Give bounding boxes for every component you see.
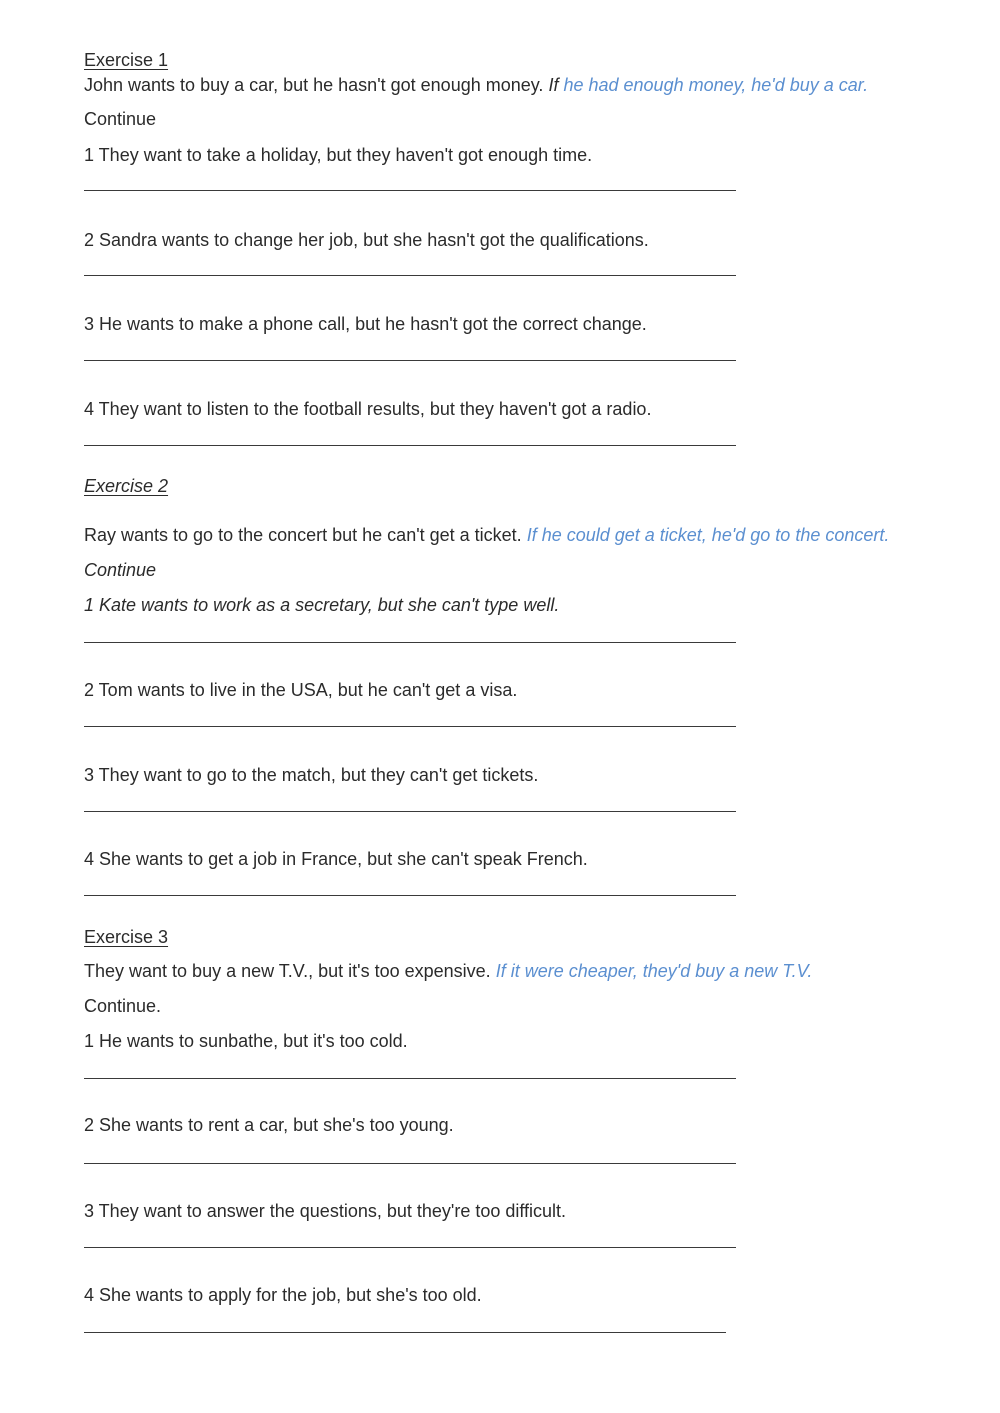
exercise-3-example [84, 959, 812, 983]
exercise-2-continue-label: Continue [84, 560, 157, 580]
exercise-2-example-prompt: Ray wants to go to the concert but he can't get a ticket. [84, 525, 522, 545]
exercise-3-example-prompt: They want to buy a new T.V., but it's too expensive. [84, 961, 491, 981]
exercise-3-item-3: 3 They want to answer the questions, but they're too difficult. [84, 1201, 567, 1221]
exercise-3-item-1: 1 He wants to sunbathe, but it's too cold. [84, 1031, 408, 1051]
exercise-1-example-prompt: John wants to buy a car, but he hasn't got enough money. [84, 75, 544, 95]
exercise-3-answer-line-2[interactable] [84, 1163, 736, 1164]
exercise-2-item-4: 4 She wants to get a job in France, but she can't speak French. [84, 849, 588, 869]
exercise-3-example-answer: If it were cheaper, they'd buy a new T.V. [495, 961, 813, 981]
exercise-1-answer-line-4[interactable] [84, 445, 736, 446]
exercise-2-example-answer: If he could get a ticket, he'd go to the concert. [526, 525, 890, 545]
exercise-3-continue-label: Continue. [84, 996, 162, 1016]
exercise-1-example-answer-prefix: If [548, 75, 559, 95]
exercise-2-answer-line-4[interactable] [84, 895, 736, 896]
exercise-1-example-answer: he had enough money, he'd buy a car. [563, 75, 869, 95]
exercise-3-answer-line-4[interactable] [84, 1332, 726, 1333]
exercise-2-item-1: 1 Kate wants to work as a secretary, but she can't type well. [84, 595, 560, 615]
exercise-3-answer-line-3[interactable] [84, 1247, 736, 1248]
exercise-1-item-2: 2 Sandra wants to change her job, but she hasn't got the qualifications. [84, 230, 649, 250]
exercise-1-item-4: 4 They want to listen to the football results, but they haven't got a radio. [84, 399, 652, 419]
exercise-2-answer-line-1[interactable] [84, 642, 736, 643]
exercise-2-example [84, 523, 889, 547]
exercise-2-answer-line-3[interactable] [84, 811, 736, 812]
exercise-2-heading: Exercise 2 [84, 476, 169, 496]
exercise-2-answer-line-2[interactable] [84, 726, 736, 727]
exercise-1-answer-line-2[interactable] [84, 275, 736, 276]
exercise-3-item-4: 4 She wants to apply for the job, but she's too old. [84, 1285, 482, 1305]
exercise-3-item-2: 2 She wants to rent a car, but she's too young. [84, 1115, 454, 1135]
exercise-1-answer-line-1[interactable] [84, 190, 736, 191]
exercise-1-heading: Exercise 1 [84, 50, 169, 70]
exercise-3-heading: Exercise 3 [84, 927, 169, 947]
exercise-2-item-2: 2 Tom wants to live in the USA, but he can't get a visa. [84, 680, 518, 700]
exercise-1-item-3: 3 He wants to make a phone call, but he hasn't got the correct change. [84, 314, 647, 334]
exercise-3-answer-line-1[interactable] [84, 1078, 736, 1079]
exercise-1-example [84, 73, 868, 97]
exercise-1-item-1: 1 They want to take a holiday, but they haven't got enough time. [84, 145, 593, 165]
exercise-1-continue-label: Continue [84, 109, 157, 129]
exercise-1-answer-line-3[interactable] [84, 360, 736, 361]
exercise-2-item-3: 3 They want to go to the match, but they can't get tickets. [84, 765, 539, 785]
